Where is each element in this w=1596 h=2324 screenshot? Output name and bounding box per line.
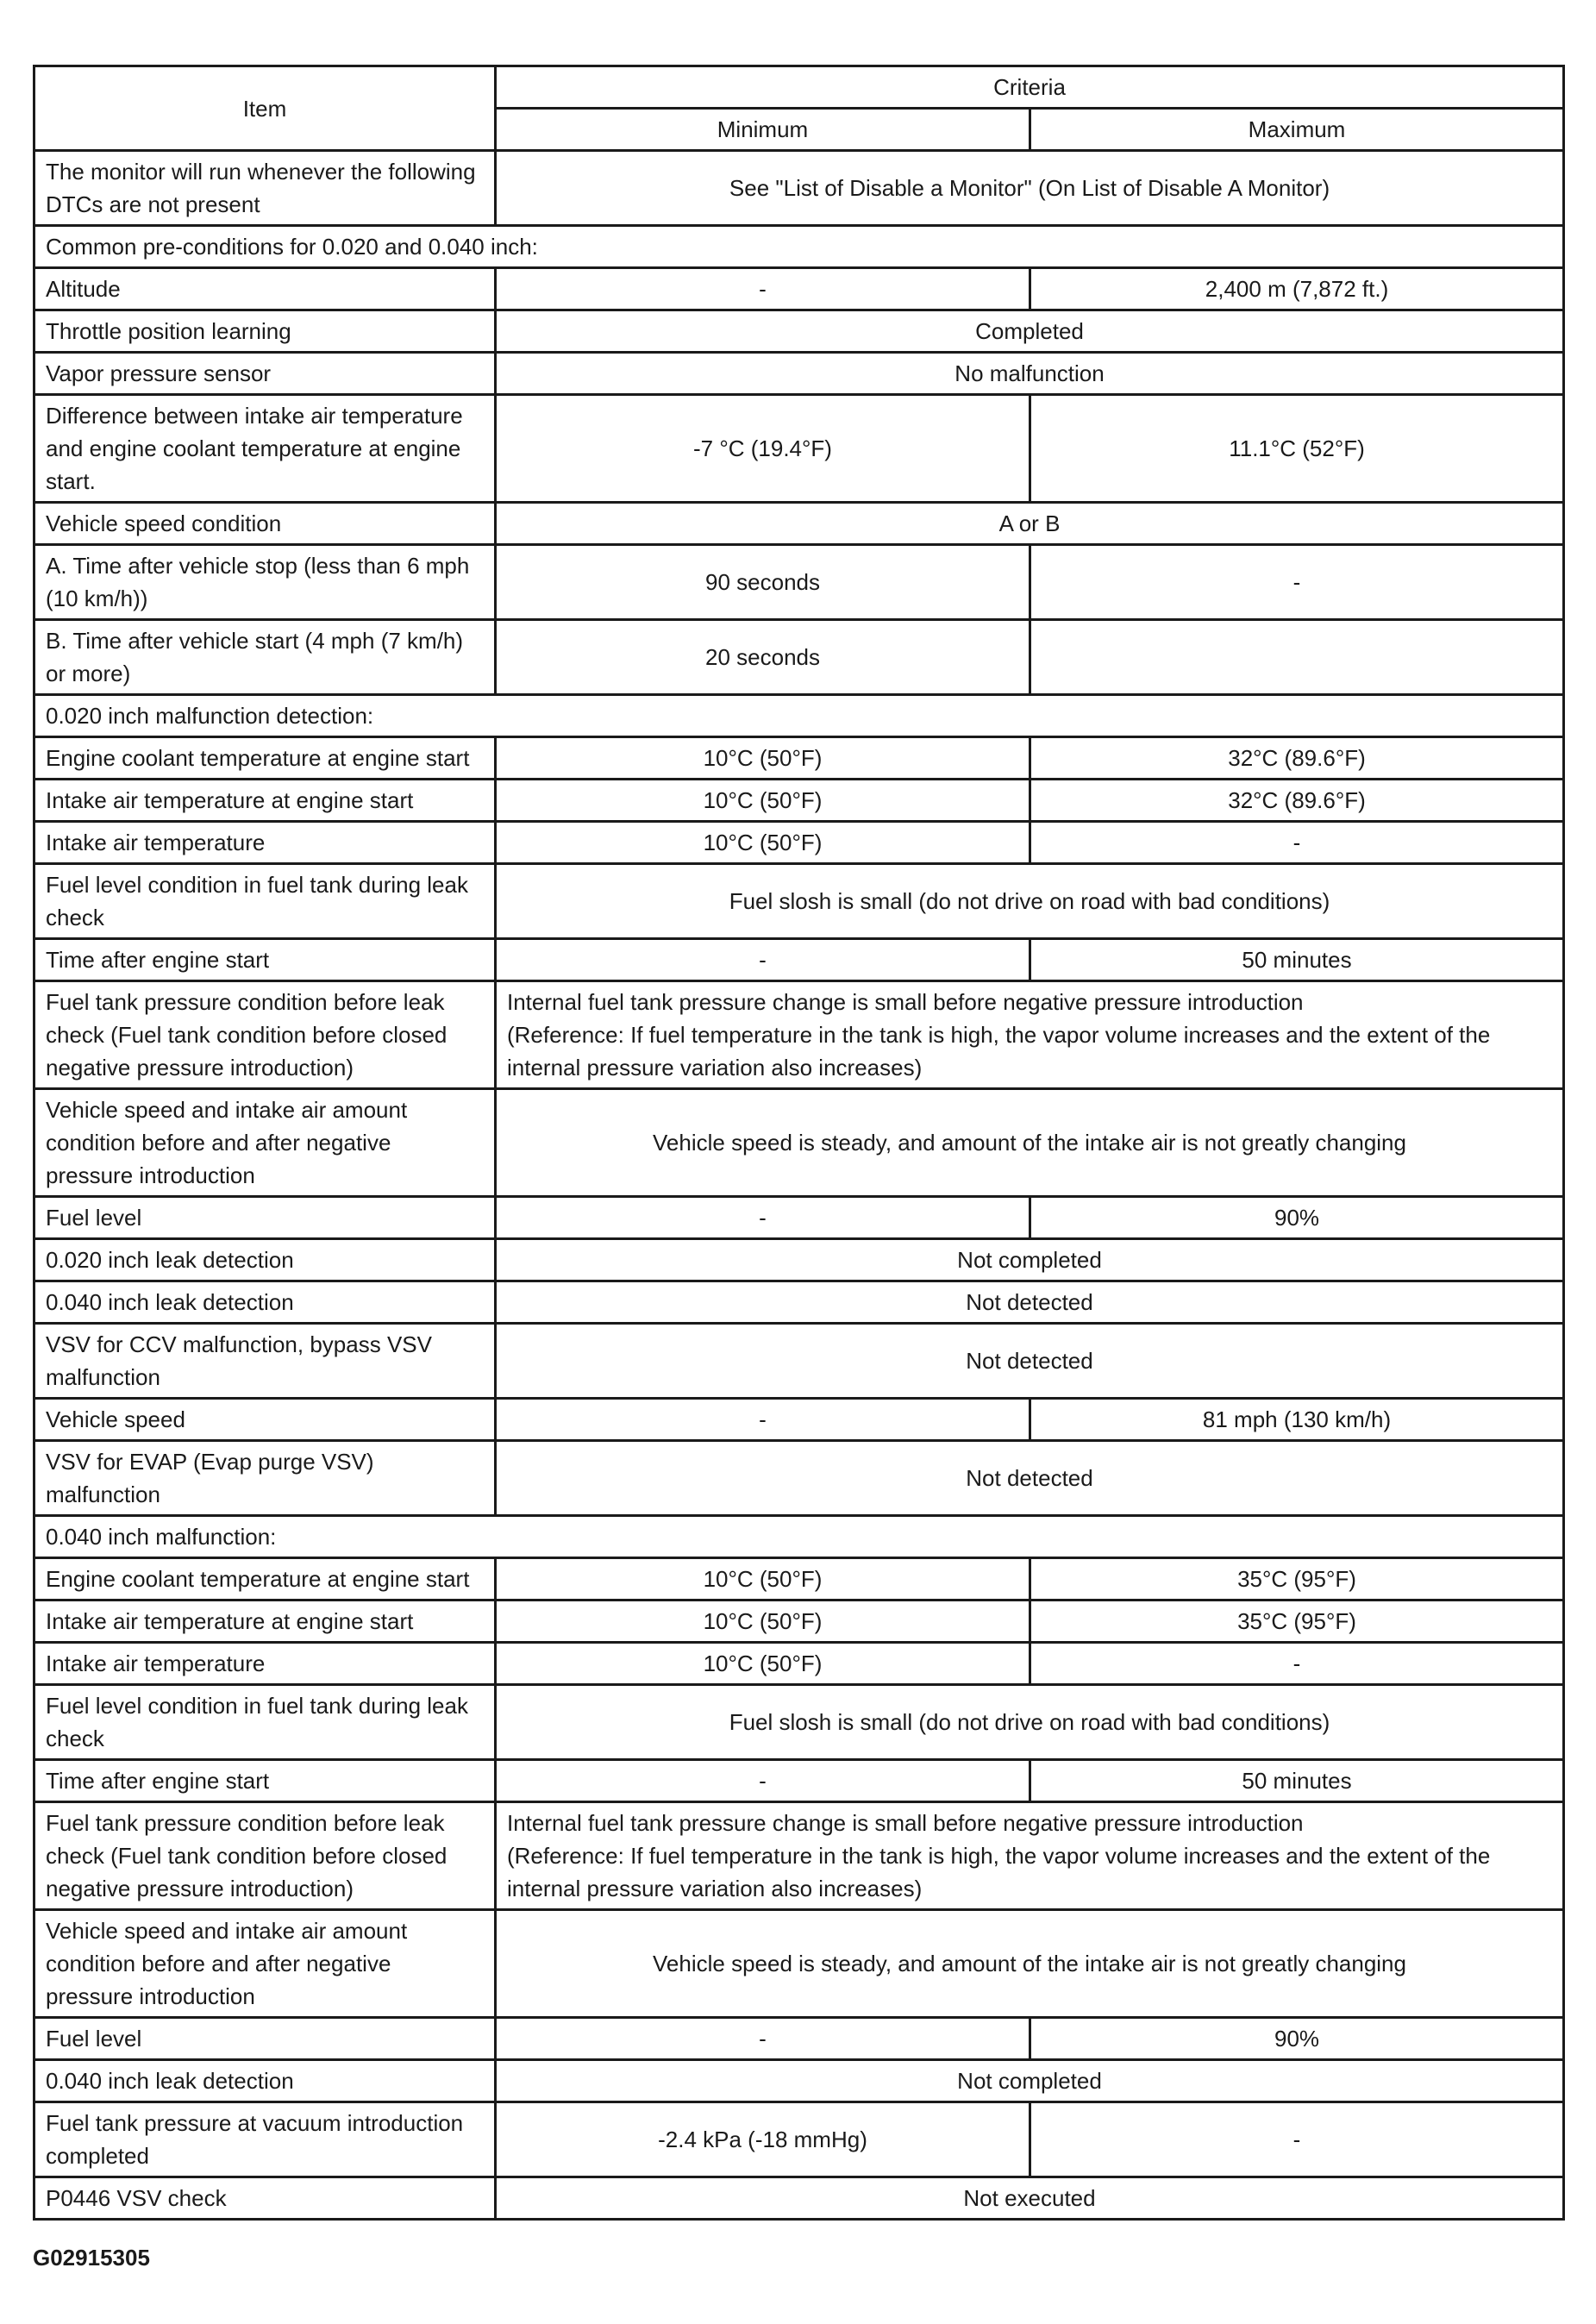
item-cell: The monitor will run whenever the following DTCs are not present (34, 151, 496, 226)
table-row (34, 151, 1564, 226)
minimum-cell: 10°C (50°F) (496, 1558, 1030, 1600)
criteria-cell: No malfunction (496, 353, 1564, 395)
minimum-cell: 20 seconds (496, 620, 1030, 695)
item-cell: Fuel level condition in fuel tank during leak check (34, 864, 496, 939)
item-cell: 0.020 inch leak detection (34, 1239, 496, 1281)
item-cell: Fuel tank pressure condition before leak check (Fuel tank condition before closed negative pressure introduction) (34, 1802, 496, 1910)
minimum-column-header: Minimum (496, 109, 1030, 151)
criteria-cell: Vehicle speed is steady, and amount of the intake air is not greatly changing (496, 1089, 1564, 1197)
item-cell: 0.040 inch leak detection (34, 2060, 496, 2102)
table-row (34, 620, 1564, 695)
item-cell: VSV for EVAP (Evap purge VSV) malfunction (34, 1441, 496, 1516)
maximum-cell: 81 mph (130 km/h) (1030, 1399, 1564, 1441)
table-row (34, 1760, 1564, 1802)
item-cell: Vehicle speed condition (34, 503, 496, 545)
maximum-cell: - (1030, 545, 1564, 620)
minimum-cell: - (496, 1197, 1030, 1239)
item-cell: VSV for CCV malfunction, bypass VSV malfunction (34, 1324, 496, 1399)
maximum-cell: 2,400 m (7,872 ft.) (1030, 268, 1564, 310)
item-cell: 0.040 inch leak detection (34, 1281, 496, 1324)
maximum-cell: - (1030, 822, 1564, 864)
item-column-header: Item (34, 66, 496, 151)
criteria-cell: Not executed (496, 2177, 1564, 2220)
item-cell: Engine coolant temperature at engine start (34, 737, 496, 780)
maximum-cell: 35°C (95°F) (1030, 1558, 1564, 1600)
maximum-cell: 90% (1030, 2018, 1564, 2060)
criteria-table (33, 65, 1565, 2221)
maximum-cell: 35°C (95°F) (1030, 1600, 1564, 1643)
maximum-cell: - (1030, 2102, 1564, 2177)
table-row (34, 1600, 1564, 1643)
criteria-cell: Not detected (496, 1441, 1564, 1516)
minimum-cell: 10°C (50°F) (496, 737, 1030, 780)
criteria-cell: Not detected (496, 1324, 1564, 1399)
criteria-cell: Fuel slosh is small (do not drive on road with bad conditions) (496, 864, 1564, 939)
criteria-cell: A or B (496, 503, 1564, 545)
section-row (34, 695, 1564, 737)
item-cell: Intake air temperature at engine start (34, 780, 496, 822)
item-cell: Vehicle speed (34, 1399, 496, 1441)
table-row (34, 1910, 1564, 2018)
maximum-cell: 32°C (89.6°F) (1030, 780, 1564, 822)
criteria-rows (34, 151, 1564, 2220)
table-row (34, 1197, 1564, 1239)
item-cell: Throttle position learning (34, 310, 496, 353)
minimum-cell: -2.4 kPa (-18 mmHg) (496, 2102, 1030, 2177)
table-row (34, 2102, 1564, 2177)
maximum-cell: 11.1°C (52°F) (1030, 395, 1564, 503)
table-row (34, 1685, 1564, 1760)
maximum-cell: 90% (1030, 1197, 1564, 1239)
table-row (34, 1089, 1564, 1197)
criteria-cell: Internal fuel tank pressure change is small before negative pressure introduction (Reference: If fuel temperature in the tank is high, the vapor volume increases and the extent of the internal pressure variation also increases) (496, 1802, 1564, 1910)
minimum-cell: - (496, 939, 1030, 981)
minimum-cell: 10°C (50°F) (496, 1600, 1030, 1643)
table-row (34, 310, 1564, 353)
item-cell: A. Time after vehicle stop (less than 6 mph (10 km/h)) (34, 545, 496, 620)
item-cell: Vehicle speed and intake air amount condition before and after negative pressure introduction (34, 1910, 496, 2018)
criteria-cell: Internal fuel tank pressure change is small before negative pressure introduction (Reference: If fuel temperature in the tank is high, the vapor volume increases and the extent of the internal pressure variation also increases) (496, 981, 1564, 1089)
table-row (34, 503, 1564, 545)
item-cell: B. Time after vehicle start (4 mph (7 km/h) or more) (34, 620, 496, 695)
table-row (34, 737, 1564, 780)
table-row (34, 268, 1564, 310)
table-row (34, 780, 1564, 822)
table-row (34, 1802, 1564, 1910)
minimum-cell: - (496, 2018, 1030, 2060)
item-cell: Engine coolant temperature at engine start (34, 1558, 496, 1600)
criteria-cell: Not completed (496, 1239, 1564, 1281)
minimum-cell: 90 seconds (496, 545, 1030, 620)
table-row (34, 395, 1564, 503)
criteria-column-header: Criteria (496, 66, 1564, 109)
minimum-cell: - (496, 1760, 1030, 1802)
maximum-cell: - (1030, 1643, 1564, 1685)
minimum-cell: 10°C (50°F) (496, 780, 1030, 822)
minimum-cell: - (496, 268, 1030, 310)
item-cell: Vehicle speed and intake air amount condition before and after negative pressure introduction (34, 1089, 496, 1197)
section-heading: 0.020 inch malfunction detection: (34, 695, 1564, 737)
item-cell: Intake air temperature (34, 1643, 496, 1685)
table-row (34, 939, 1564, 981)
table-row (34, 2177, 1564, 2220)
table-row (34, 1441, 1564, 1516)
section-row (34, 1516, 1564, 1558)
maximum-column-header: Maximum (1030, 109, 1564, 151)
criteria-cell: See "List of Disable a Monitor" (On List of Disable A Monitor) (496, 151, 1564, 226)
minimum-cell: 10°C (50°F) (496, 1643, 1030, 1685)
item-cell: Altitude (34, 268, 496, 310)
table-row (34, 1239, 1564, 1281)
item-cell: Difference between intake air temperature and engine coolant temperature at engine start. (34, 395, 496, 503)
item-cell: Fuel level (34, 2018, 496, 2060)
section-heading: Common pre-conditions for 0.020 and 0.040 inch: (34, 226, 1564, 268)
maximum-cell: 50 minutes (1030, 1760, 1564, 1802)
maximum-cell: 32°C (89.6°F) (1030, 737, 1564, 780)
maximum-cell: 50 minutes (1030, 939, 1564, 981)
section-row (34, 226, 1564, 268)
item-cell: Intake air temperature (34, 822, 496, 864)
criteria-cell: Not completed (496, 2060, 1564, 2102)
criteria-cell: Completed (496, 310, 1564, 353)
criteria-cell: Fuel slosh is small (do not drive on road with bad conditions) (496, 1685, 1564, 1760)
criteria-cell: Vehicle speed is steady, and amount of the intake air is not greatly changing (496, 1910, 1564, 2018)
table-row (34, 1558, 1564, 1600)
item-cell: Time after engine start (34, 1760, 496, 1802)
table-row (34, 1399, 1564, 1441)
item-cell: Fuel tank pressure condition before leak check (Fuel tank condition before closed negative pressure introduction) (34, 981, 496, 1089)
minimum-cell: -7 °C (19.4°F) (496, 395, 1030, 503)
table-row (34, 545, 1564, 620)
table-row (34, 1324, 1564, 1399)
minimum-cell: 10°C (50°F) (496, 822, 1030, 864)
maximum-cell (1030, 620, 1564, 695)
table-row (34, 1281, 1564, 1324)
table-row (34, 864, 1564, 939)
table-row (34, 2060, 1564, 2102)
item-cell: Fuel level (34, 1197, 496, 1239)
item-cell: Fuel level condition in fuel tank during leak check (34, 1685, 496, 1760)
table-row (34, 981, 1564, 1089)
item-cell: Fuel tank pressure at vacuum introduction completed (34, 2102, 496, 2177)
minimum-cell: - (496, 1399, 1030, 1441)
figure-id: G02915305 (33, 2245, 150, 2271)
item-cell: Time after engine start (34, 939, 496, 981)
table-row (34, 2018, 1564, 2060)
section-heading: 0.040 inch malfunction: (34, 1516, 1564, 1558)
table-row (34, 353, 1564, 395)
table-row (34, 822, 1564, 864)
criteria-cell: Not detected (496, 1281, 1564, 1324)
item-cell: Vapor pressure sensor (34, 353, 496, 395)
table-row (34, 1643, 1564, 1685)
item-cell: P0446 VSV check (34, 2177, 496, 2220)
item-cell: Intake air temperature at engine start (34, 1600, 496, 1643)
